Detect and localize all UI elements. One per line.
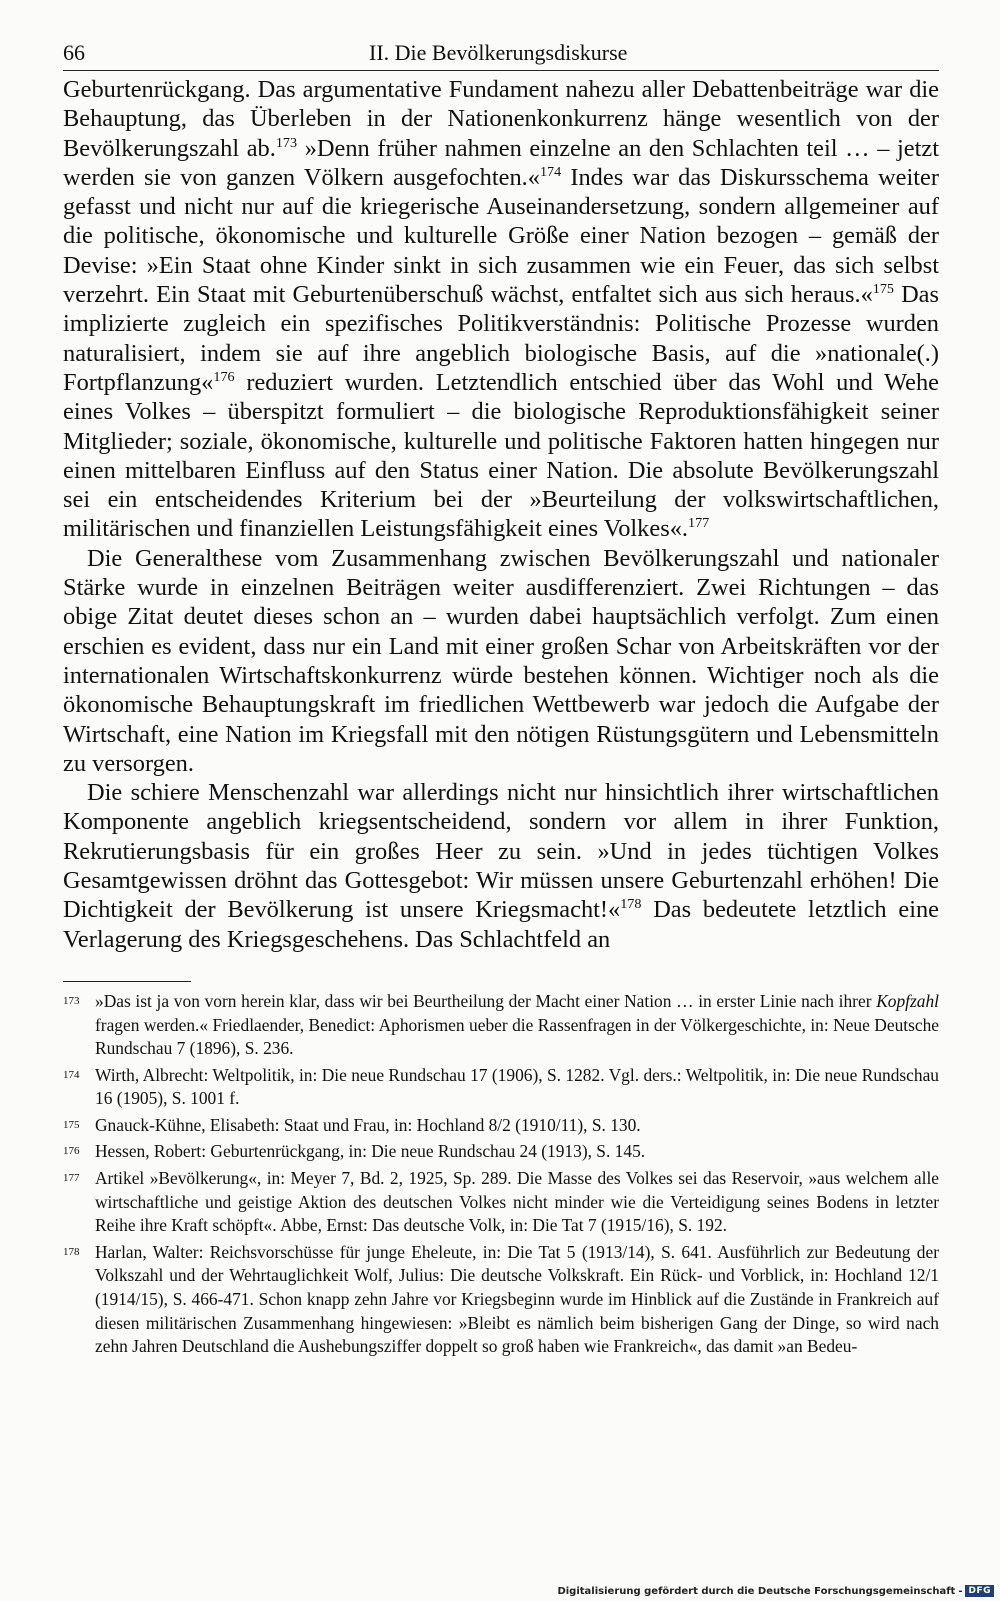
emphasis: Kopfzahl <box>876 990 939 1011</box>
text-span: reduziert wurden. Letztendlich entschied über das Wohl und Wehe eines Volkes – überspitzt formuliert – die biologische Reproduktionsfähigkeit seiner Mitglieder; soziale, ökonomische, kulturelle und politische Faktoren hatten hingegen nur einen mittelbaren Einfluss auf den Status einer Nation. Die absolute Bevölkerungszahl sei ein entscheidendes Kriterium bei der »Beurteilung der volkswirtschaftlichen, militärischen und finanziellen Leistungsfähigkeit eines Volkes«. <box>63 368 939 543</box>
footnotes <box>63 990 939 1359</box>
text-span: Geburtenrückgang. Das argumentative Fundament nahezu aller Debattenbeiträge war die Behauptung, das Überleben in der Nationenkonkurrenz hänge wesentlich von der Bevölkerungszahl ab. <box>63 76 939 162</box>
text-span: Die schiere Menschenzahl war allerdings nicht nur hinsichtlich ihrer wirtschaftlichen Komponente angeblich kriegsentscheidend, sondern vor allem in ihrer Funktion, Rekrutierungsbasis für ein großes Heer zu sein. »Und in jedes tüchtigen Volkes Gesamtgewissen dröhnt das Gottesgebot: Wir müssen unsere Geburtenzahl erhöhen! Die Dichtigkeit der Bevölkerung ist unsere Kriegsmacht!« <box>63 779 939 924</box>
footnote-text: Artikel »Bevölkerung«, in: Meyer 7, Bd. 2, 1925, Sp. 289. Die Masse des Volkes sei das Reservoir, »aus welchem alle wirtschaftliche und geistige Aktion des deutschen Volkes nicht minder wie die Verteidigung seines Bodens in letzter Reihe ihre Kraft schöpft«. Abbe, Ernst: Das deutsche Volk, in: Die Tat 7 (1915/16), S. 192. <box>95 1168 939 1236</box>
footnote-text: Gnauck-Kühne, Elisabeth: Staat und Frau, in: Hochland 8/2 (1910/11), S. 130. <box>95 1114 641 1135</box>
footnote-text: Harlan, Walter: Reichsvorschüsse für junge Eheleute, in: Die Tat 5 (1913/14), S. 641. Ausführlich zur Bedeutung der Volkszahl und der Wehrtauglichkeit Wolf, Julius: Die deutsche Volkskraft. Ein Rück- und Vorblick, in: Hochland 12/1 (1914/15), S. 466-471. Schon knapp zehn Jahre vor Kriegsbeginn wurde im Hinblick auf die Zustände in Frankreich auf diesen militärischen Zusammenhang hingewiesen: »Bleibt es nämlich beim bisherigen Gang der Dinge, so wird nach zehn Jahren Deutschland die Aushebungsziffer doppelt so groß haben wie Frankreich«, das damit »an Bedeu- <box>95 1241 939 1357</box>
footnote-number: 174 <box>63 1068 80 1081</box>
footnote-ref[interactable]: 173 <box>275 134 298 151</box>
footnote-text <box>95 990 939 1061</box>
footnote <box>63 1241 939 1359</box>
paragraph-1 <box>63 75 939 544</box>
footnote-ref[interactable]: 174 <box>539 163 562 180</box>
dfg-logo: DFG <box>965 1585 994 1597</box>
paragraph-2: Die Generalthese vom Zusammenhang zwischen Bevölkerungszahl und nationaler Stärke wurde in einzelnen Beiträgen weiter ausdifferenziert. Zwei Richtungen – das obige Zitat deutet dieses schon an – wurden dabei hauptsächlich verfolgt. Zum einen erschien es evident, dass nur ein Land mit einer großen Schar von Arbeitskräften vor der internationalen Wirtschaftskonkurrenz würde bestehen können. Wichtiger noch als die ökonomische Behauptungskraft im friedlichen Wettbewerb war jedoch die Aufgabe der Wirtschaft, eine Nation im Kriegsfall mit den nötigen Rüstungsgütern und Lebensmitteln zu versorgen. <box>63 544 939 777</box>
footnote-number: 173 <box>63 994 80 1007</box>
footnote <box>63 1064 939 1111</box>
main-text <box>63 75 939 954</box>
text-span: Das bedeutete letztlich eine Verlagerung des Kriegsgeschehens. Das Schlachtfeld an <box>63 896 939 953</box>
footnote-divider <box>63 981 191 982</box>
footnote-text: Hessen, Robert: Geburtenrückgang, in: Die neue Rundschau 24 (1913), S. 145. <box>95 1141 646 1162</box>
footnote-ref[interactable]: 178 <box>620 896 642 913</box>
text-span: fragen werden.« Friedlaender, Benedict: Aphorismen ueber die Rassenfragen in der Völkergeschichte, in: Neue Deutsche Rundschau 7 (1896), S. 236. <box>95 1014 939 1059</box>
footnote-ref[interactable]: 176 <box>213 368 235 385</box>
running-title: II. Die Bevölkerungsdiskurse <box>369 40 628 65</box>
footnote-number: 178 <box>63 1245 80 1258</box>
footnote-ref[interactable]: 177 <box>688 515 710 532</box>
text-span: »Denn früher nahmen einzelne an den Schlachten teil … – jetzt werden sie von ganzen Völkern ausgefochten.« <box>63 134 939 191</box>
footnote-number: 175 <box>63 1118 80 1131</box>
footnote-number: 176 <box>63 1145 80 1158</box>
footnote <box>63 1140 939 1164</box>
running-header <box>63 40 939 71</box>
text-span: Das implizierte zugleich ein spezifisches Politikverständnis: Politische Prozesse wurden naturalisiert, indem sie auf ihre angeblich biologische Basis, auf die »nationale(.) Fortpflanzung« <box>63 281 940 396</box>
page-number: 66 <box>63 40 85 65</box>
text-span: Indes war das Diskursschema weiter gefasst und nicht nur auf die kriegerische Auseinandersetzung, sondern allgemeiner auf die politische, ökonomische und kulturelle Größe einer Nation bezogen – gemäß der Devise: »Ein Staat ohne Kinder sinkt in sich zusammen wie ein Feuer, das sich selbst verzehrt. Ein Staat mit Geburtenüberschuß wächst, entfaltet sich aus sich heraus.« <box>63 163 939 309</box>
text-span: »Das ist ja von vorn herein klar, dass wir bei Beurtheilung der Macht einer Nation … in erster Linie nach ihrer <box>95 990 877 1011</box>
footnote <box>63 1114 939 1138</box>
footnote <box>63 1167 939 1238</box>
paragraph-3 <box>63 778 939 954</box>
stamp-text: Digitalisierung gefördert durch die Deutsche Forschungsgemeinschaft <box>557 1585 956 1597</box>
footnote <box>63 990 939 1061</box>
book-page <box>63 40 939 1362</box>
footnote-text: Wirth, Albrecht: Weltpolitik, in: Die neue Rundschau 17 (1906), S. 1282. Vgl. ders.: Weltpolitik, in: Die neue Rundschau 16 (1905), S. 1001 f. <box>95 1064 939 1109</box>
digitization-stamp: Digitalisierung gefördert durch die Deutsche Forschungsgemeinschaft - DFG <box>557 1585 994 1597</box>
footnote-ref[interactable]: 175 <box>872 280 894 297</box>
footnote-number: 177 <box>63 1172 80 1185</box>
